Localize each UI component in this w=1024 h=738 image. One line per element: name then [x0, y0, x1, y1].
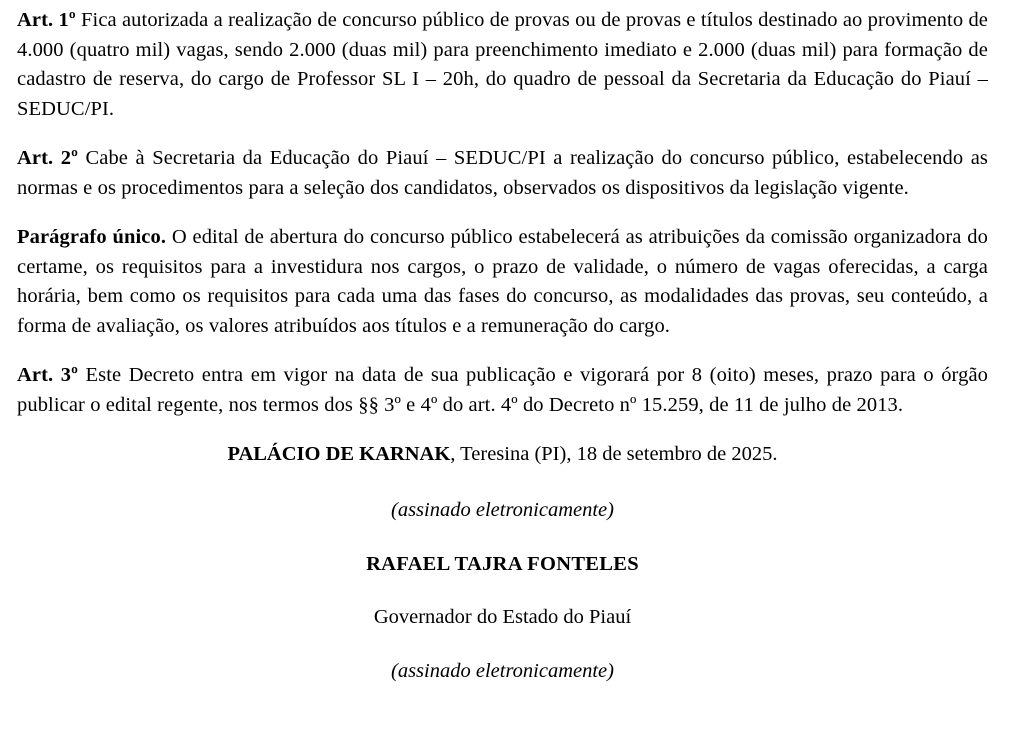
article-body-text: Cabe à Secretaria da Educação do Piauí – SEDUC/PI a realização do concurso público, estabelecendo as normas e os procedimentos para a seleção dos candidatos, observados os dispositivos da legislação vigente. [17, 147, 988, 199]
article-paragraph [17, 361, 988, 420]
article-paragraph [17, 223, 988, 341]
electronic-signature-note-2: (assinado eletronicamente) [391, 660, 614, 683]
article-body-text: O edital de abertura do concurso público estabelecerá as atribuições da comissão organizadora do certame, os requisitos para a investidura nos cargos, o prazo de validade, o número de vagas oferecidas, a carga horária, bem como os requisitos para cada uma das fases do concurso, as modalidades das provas, seu conteúdo, a forma de avaliação, os valores atribuídos aos títulos e a remuneração do cargo. [17, 226, 988, 337]
article-lead-label: Art. 2º [17, 147, 78, 170]
signature-place-date: , Teresina (PI), 18 de setembro de 2025. [450, 443, 778, 466]
signer-role: Governador do Estado do Piauí [373, 605, 632, 628]
signature-place-name: PALÁCIO DE KARNAK [227, 443, 451, 466]
article-paragraph [17, 6, 988, 124]
signature-place-line [17, 440, 988, 470]
article-body-text: Fica autorizada a realização de concurso público de provas ou de provas e títulos destinado ao provimento de 4.000 (quatro mil) vagas, sendo 2.000 (duas mil) para preenchimento imediato e 2.000 (duas mil) para formação de cadastro de reserva, do cargo de Professor SL I – 20h, do quadro de pessoal da Secretaria da Educação do Piauí – SEDUC/PI. [17, 9, 988, 120]
electronic-signature-note: (assinado eletronicamente) [391, 498, 614, 521]
article-lead-label: Art. 3º [17, 364, 78, 387]
article-lead-label: Art. 1º [17, 9, 76, 31]
signer-name: RAFAEL TAJRA FONTELES [366, 553, 639, 576]
article-body-text: Este Decreto entra em vigor na data de sua publicação e vigorará por 8 (oito) meses, prazo para o órgão publicar o edital regente, nos termos dos §§ 3º e 4º do art. 4º do Decreto nº 15.259, de 11 de julho de 2013. [17, 364, 988, 416]
article-paragraph [17, 144, 988, 203]
article-lead-label: Parágrafo único. [17, 226, 167, 249]
